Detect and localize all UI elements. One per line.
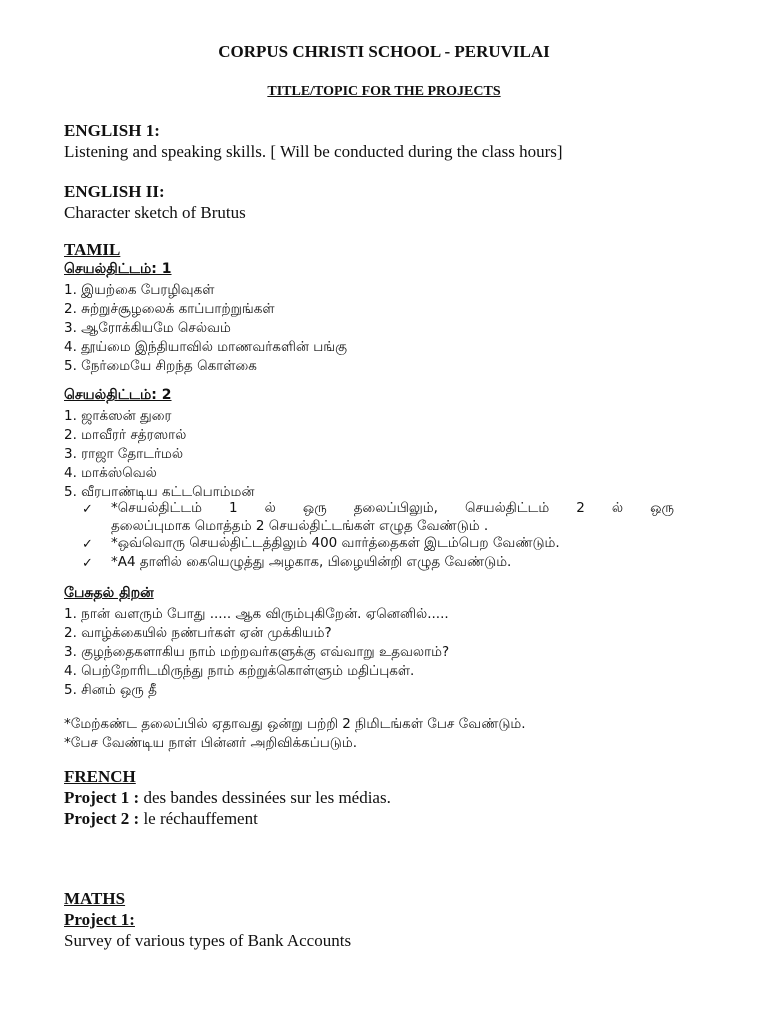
tamil-project1-item: 4. தூய்மை இந்தியாவில் மாணவர்களின் பங்கு: [64, 339, 348, 355]
tamil-note1-line1: [111, 500, 674, 518]
note-word: ஒரு: [650, 500, 674, 516]
tamil-project2-item: 3. ராஜா தோடர்மல்: [64, 446, 184, 462]
maths-project1-label: Project 1:: [64, 910, 135, 929]
note-word: செயல்திட்டம்: [465, 500, 550, 516]
tamil-speaking-item: 3. குழந்தைகளாகிய நாம் மற்றவர்களுக்கு எவ்வாறு உதவலாம்?: [64, 644, 450, 660]
note-word: ல்: [264, 500, 276, 516]
english1-text: Listening and speaking skills. [ Will be conducted during the class hours]: [64, 142, 563, 161]
check-icon: ✓: [82, 537, 93, 552]
tamil-heading: TAMIL: [64, 240, 121, 259]
tamil-speaking-item: 2. வாழ்க்கையில் நண்பர்கள் ஏன் முக்கியம்?: [64, 625, 332, 641]
note-word: *செயல்திட்டம்: [111, 500, 202, 516]
french-heading: FRENCH: [64, 767, 136, 786]
note-word: ல்: [611, 500, 624, 516]
french-project2-label: Project 2 :: [64, 809, 140, 828]
tamil-project1-item: 1. இயற்கை பேரழிவுகள்: [64, 282, 215, 298]
tamil-project1-item: 5. நேர்மையே சிறந்த கொள்கை: [64, 358, 257, 374]
note-word: தலைப்பிலும்,: [353, 500, 438, 516]
tamil-note1-line2: தலைப்புமாக மொத்தம் 2 செயல்திட்டங்கள் எழுத வேண்டும் .: [111, 518, 489, 534]
french-project1-label: Project 1 :: [64, 788, 140, 807]
tamil-speaking-item: 5. சினம் ஒரு தீ: [64, 682, 157, 698]
french-project2: [64, 809, 258, 829]
tamil-project1-item: 2. சுற்றுச்சூழலைக் காப்பாற்றுங்கள்: [64, 301, 275, 317]
tamil-speaking-item: 4. பெற்றோரிடமிருந்து நாம் கற்றுக்கொள்ளும் மதிப்புகள்.: [64, 663, 415, 679]
tamil-project2-item: 1. ஜாக்ஸன் துரை: [64, 408, 172, 424]
french-project2-text: le réchauffement: [139, 809, 258, 828]
maths-project1-text: Survey of various types of Bank Accounts: [64, 931, 352, 950]
school-title: CORPUS CHRISTI SCHOOL - PERUVILAI: [218, 42, 550, 61]
tamil-speaking-footnote: *பேச வேண்டிய நாள் பின்னர் அறிவிக்கப்படும்.: [64, 735, 358, 751]
english1-heading: ENGLISH 1:: [64, 121, 160, 140]
tamil-project1-item: 3. ஆரோக்கியமே செல்வம்: [64, 320, 231, 336]
tamil-speaking-label: பேசுதல் திறன்: [64, 585, 154, 601]
maths-heading: MATHS: [64, 889, 126, 908]
page-subtitle: TITLE/TOPIC FOR THE PROJECTS: [267, 84, 501, 99]
tamil-note3: *A4 தாளில் கையெழுத்து அழகாக, பிழையின்றி எழுத வேண்டும்.: [111, 554, 512, 570]
english2-heading: ENGLISH II:: [64, 182, 165, 201]
french-project1-text: des bandes dessinées sur les médias.: [139, 788, 391, 807]
tamil-speaking-footnote: *மேற்கண்ட தலைப்பில் ஏதாவது ஒன்று பற்றி 2 நிமிடங்கள் பேச வேண்டும்.: [64, 716, 526, 732]
tamil-project2-item: 5. வீரபாண்டிய கட்டபொம்மன்: [64, 484, 255, 500]
english2-text: Character sketch of Brutus: [64, 203, 246, 222]
check-icon: ✓: [82, 556, 93, 571]
note-word: 2: [576, 500, 585, 516]
tamil-project2-item: 2. மாவீரர் சத்ரஸால்: [64, 427, 187, 443]
tamil-project2-item: 4. மாக்ஸ்வெல்: [64, 465, 157, 481]
note-word: ஒரு: [302, 500, 327, 516]
tamil-speaking-item: 1. நான் வளரும் போது ..... ஆக விரும்புகிறேன். ஏனெனில்.....: [64, 606, 449, 622]
check-icon: ✓: [82, 502, 93, 517]
tamil-project2-label: செயல்திட்டம்: 2: [64, 387, 172, 403]
tamil-project1-label: செயல்திட்டம்: 1: [64, 261, 172, 277]
french-project1: [64, 788, 391, 808]
tamil-note2: *ஒவ்வொரு செயல்திட்டத்திலும் 400 வார்த்தைகள் இடம்பெற வேண்டும்.: [111, 535, 560, 551]
note-word: 1: [228, 500, 238, 516]
